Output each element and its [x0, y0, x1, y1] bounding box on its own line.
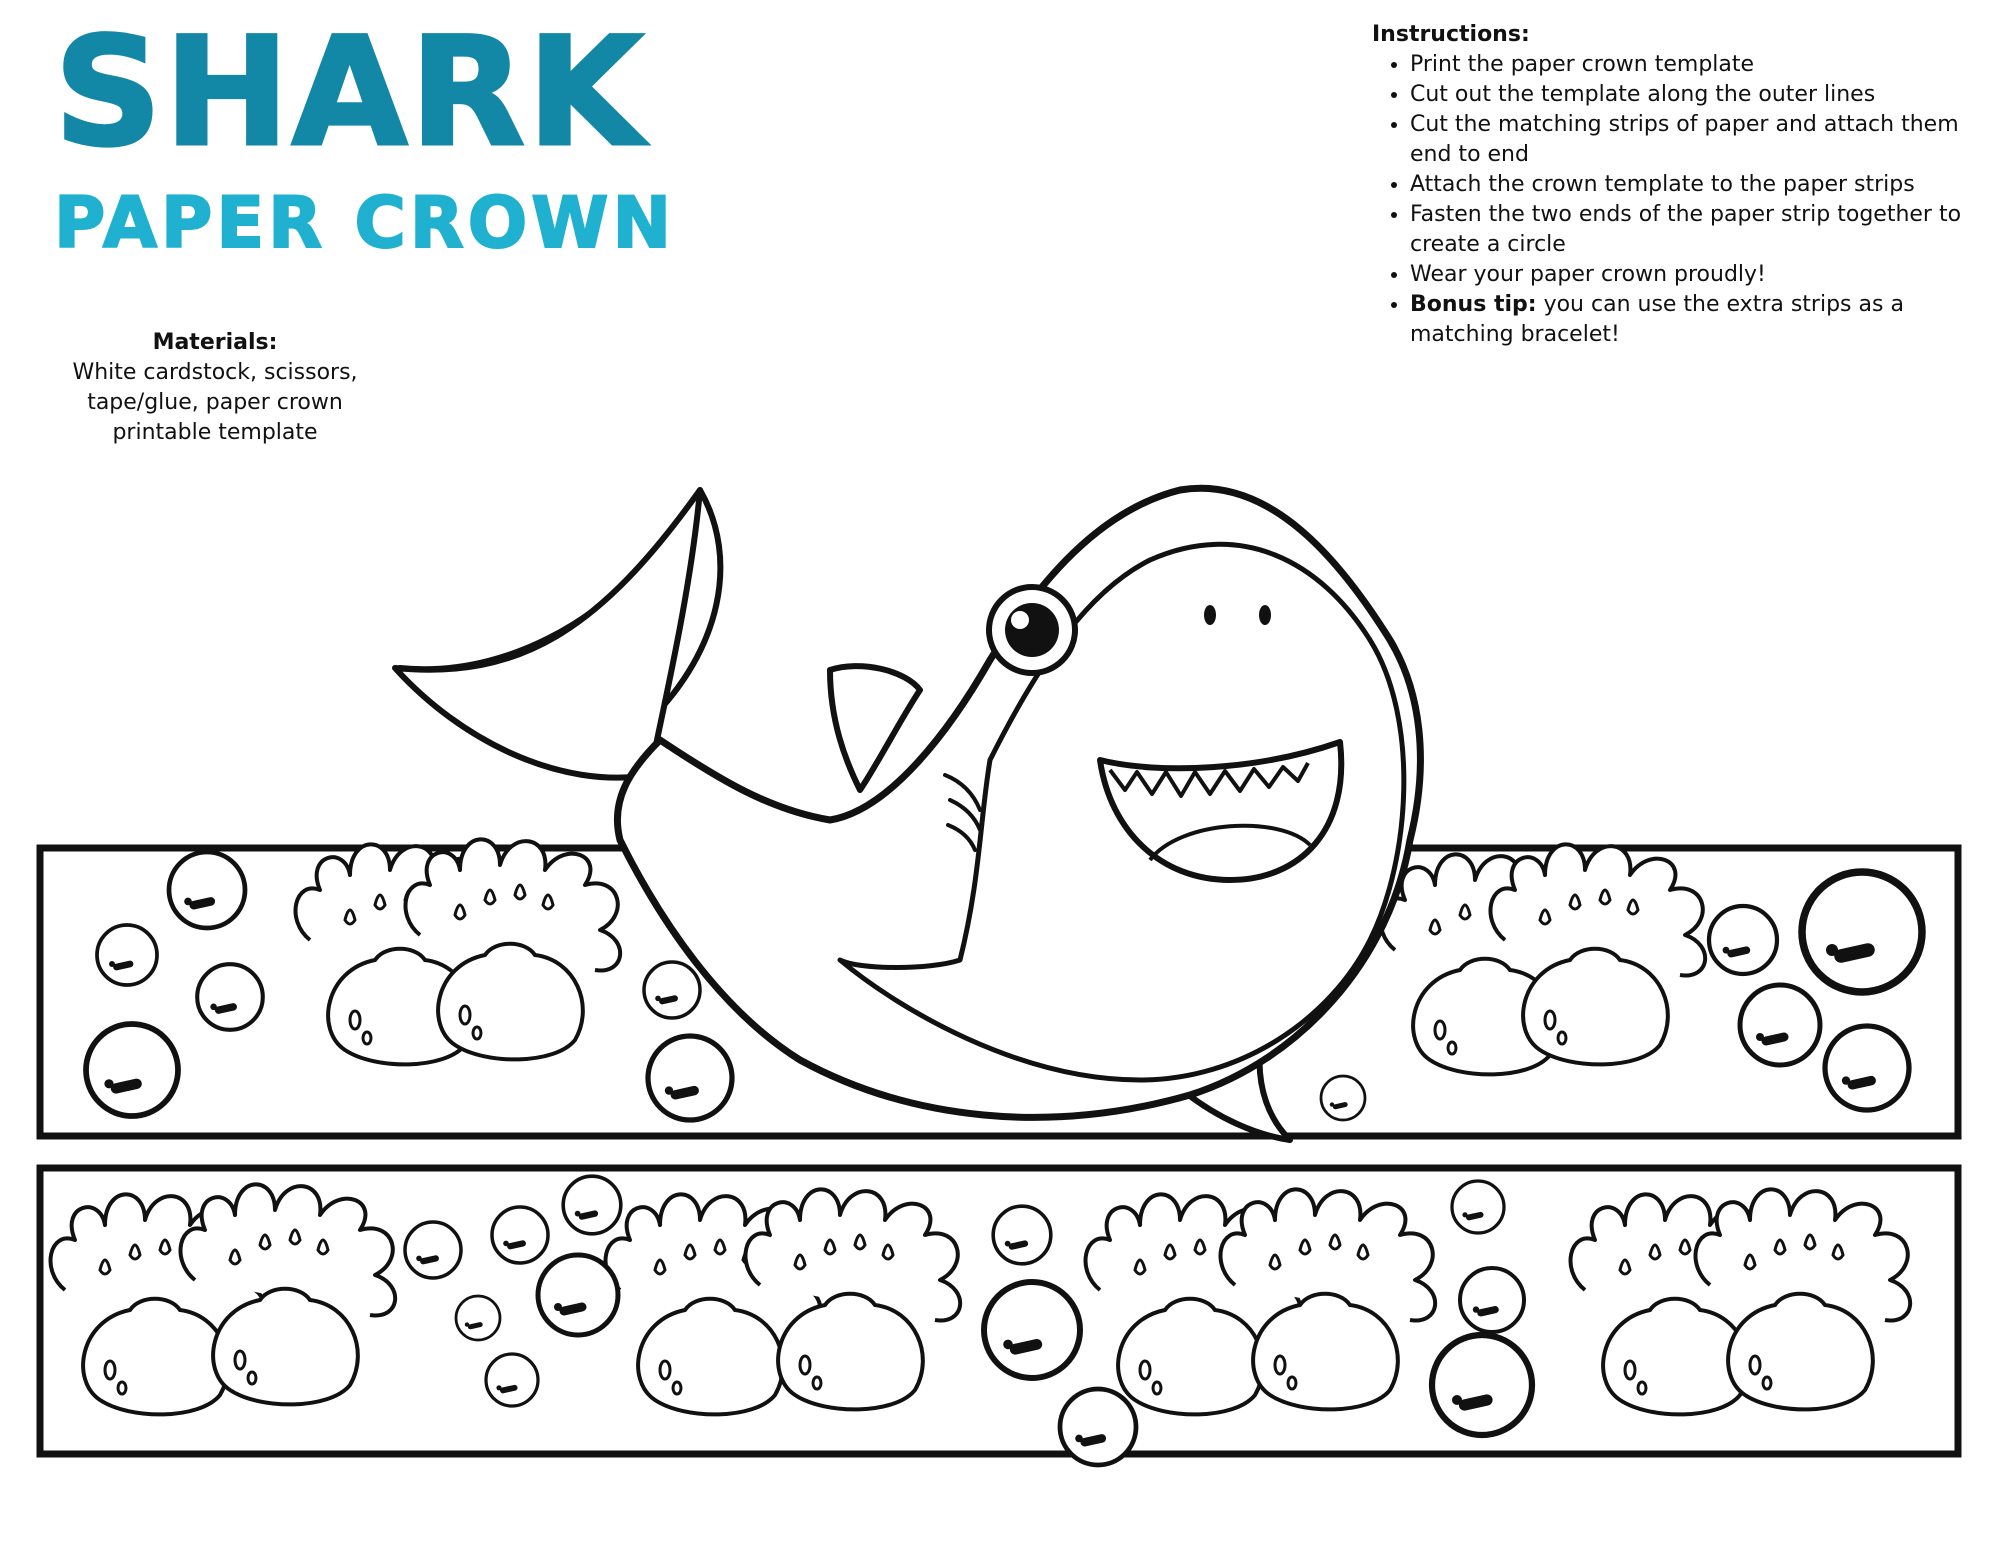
bubble-icon	[1825, 1026, 1909, 1110]
bubble-icon	[1460, 1268, 1524, 1332]
bubble-icon	[984, 1282, 1080, 1378]
materials-text: White cardstock, scissors, tape/glue, paper crown printable template	[72, 360, 358, 445]
bubble-icon	[1432, 1335, 1532, 1435]
instruction-step: • Fasten the two ends of the paper strip together to create a circle	[1410, 200, 1992, 260]
bubble-icon	[1802, 872, 1922, 992]
bubble-icon	[1321, 1076, 1365, 1120]
bubble-icon	[993, 1206, 1051, 1264]
bubble-icon	[492, 1207, 548, 1263]
bubble-icon	[644, 962, 700, 1018]
instruction-step: • Wear your paper crown proudly!	[1410, 260, 1992, 290]
bonus-text: you can use the extra strips as a matching bracelet!	[1410, 292, 1904, 347]
instruction-step: • Print the paper crown template	[1410, 50, 1992, 80]
bubble-icon	[1709, 906, 1777, 974]
bubble-icon	[648, 1036, 732, 1120]
instruction-step: • Cut the matching strips of paper and attach them end to end	[1410, 110, 1992, 170]
bubble-icon	[563, 1176, 621, 1234]
bubble-icon	[486, 1354, 538, 1406]
bubble-icon	[1452, 1181, 1504, 1233]
bubble-icon	[1740, 985, 1820, 1065]
bonus-label: Bonus tip:	[1410, 292, 1537, 317]
materials-heading: Materials:	[152, 330, 278, 355]
instructions-heading: Instructions:	[1372, 22, 1530, 47]
bubble-icon	[456, 1296, 500, 1340]
instruction-step: • Attach the crown template to the paper strips	[1410, 170, 1992, 200]
title-paper-crown: PAPER CROWN	[54, 182, 676, 264]
instruction-step: • Cut out the template along the outer lines	[1410, 80, 1992, 110]
bubble-icon	[169, 852, 245, 928]
title-shark: SHARK	[54, 6, 646, 180]
bubble-icon	[538, 1255, 618, 1335]
bubble-icon	[1060, 1389, 1136, 1465]
bubble-icon	[405, 1222, 461, 1278]
bubble-icon	[97, 925, 157, 985]
bubble-icon	[86, 1024, 178, 1116]
bubble-icon	[197, 964, 263, 1030]
